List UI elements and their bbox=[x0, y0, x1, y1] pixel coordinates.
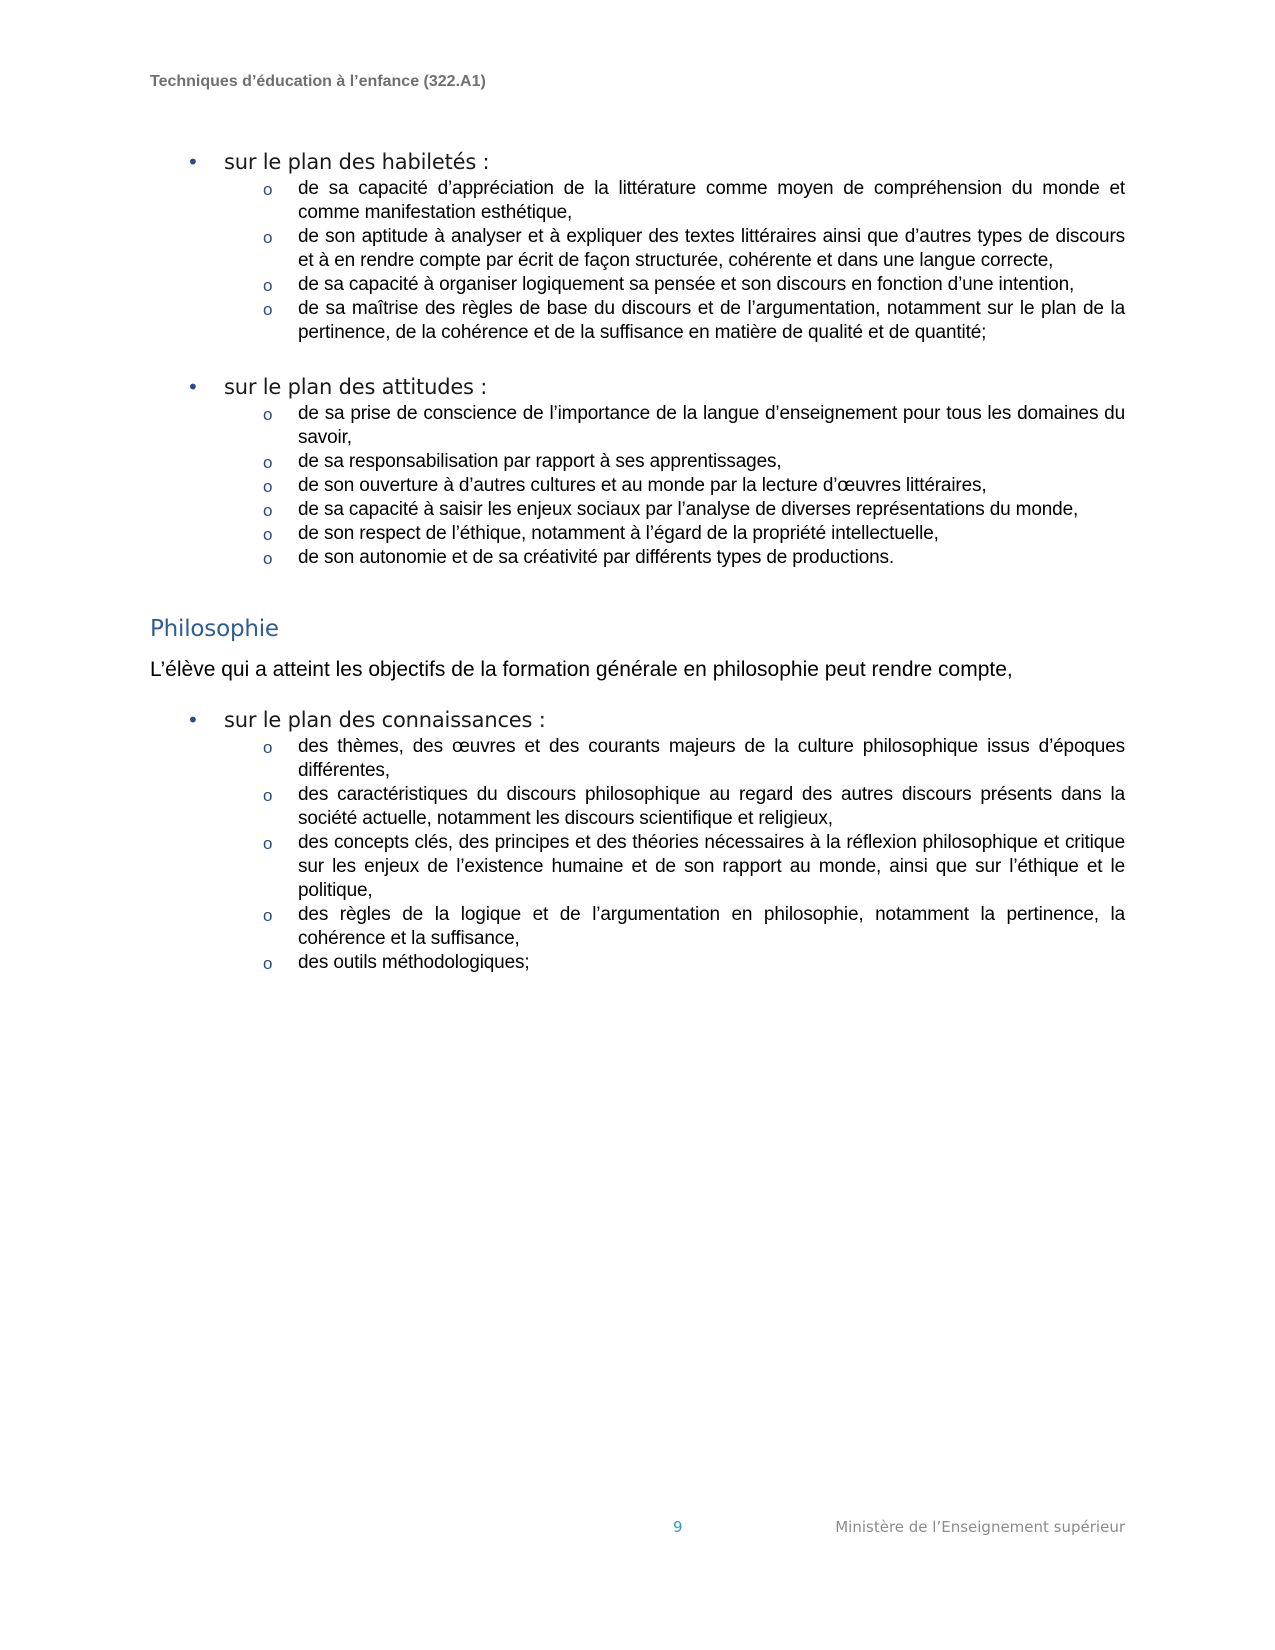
hollow-bullet-icon: o bbox=[263, 180, 273, 199]
philosophie-intro: L’élève qui a atteint les objectifs de la formation générale en philosophie peut rendre compte, bbox=[150, 658, 1013, 681]
list-item: o de son aptitude à analyser et à expliquer des textes littéraires ainsi que d’autres types de discours et à en rendre compte par écrit de façon structurée, cohérente et dans une langue correcte, bbox=[263, 226, 1125, 271]
habiletes-group bbox=[150, 148, 1125, 345]
list-item: o de sa responsabilisation par rapport à ses apprentissages, bbox=[150, 450, 1125, 474]
hollow-bullet-icon: o bbox=[263, 525, 273, 544]
hollow-bullet-icon: o bbox=[263, 549, 273, 568]
filled-bullet-icon: • bbox=[187, 150, 199, 174]
list-item: o des caractéristiques du discours philosophique au regard des autres discours présents dans la société actuelle, notamment les discours scientifique et religieux, bbox=[263, 784, 1125, 829]
list-item: o de son ouverture à d’autres cultures et au monde par la lecture d’œuvres littéraires, bbox=[150, 474, 1125, 498]
footer-organization: Ministère de l’Enseignement supérieur bbox=[835, 1518, 1125, 1536]
connaissances-heading: • sur le plan des connaissances : bbox=[150, 706, 1125, 735]
list-item: o des règles de la logique et de l’argumentation en philosophie, notamment la pertinence, la cohérence et la suffisance, bbox=[263, 904, 1125, 949]
list-item: o de sa maîtrise des règles de base du discours et de l’argumentation, notamment sur le plan de la pertinence, de la cohérence et de la suffisance en matière de qualité et de quantité; bbox=[263, 298, 1125, 343]
hollow-bullet-icon: o bbox=[263, 300, 273, 319]
hollow-bullet-icon: o bbox=[263, 786, 273, 805]
habiletes-heading: • sur le plan des habiletés : bbox=[150, 148, 1125, 177]
list-item: o de son autonomie et de sa créativité par différents types de productions. bbox=[150, 546, 1125, 570]
habiletes-list bbox=[150, 177, 1125, 345]
hollow-bullet-icon: o bbox=[263, 453, 273, 472]
hollow-bullet-icon: o bbox=[263, 405, 273, 424]
list-item: o des outils méthodologiques; bbox=[150, 951, 1125, 975]
hollow-bullet-icon: o bbox=[263, 906, 273, 925]
list-item: o de son respect de l’éthique, notamment à l’égard de la propriété intellectuelle, bbox=[150, 522, 1125, 546]
hollow-bullet-icon: o bbox=[263, 954, 273, 973]
running-header: Techniques d’éducation à l’enfance (322.A1) bbox=[150, 73, 486, 90]
hollow-bullet-icon: o bbox=[263, 228, 273, 247]
attitudes-group bbox=[150, 373, 1125, 570]
filled-bullet-icon: • bbox=[187, 375, 199, 399]
hollow-bullet-icon: o bbox=[263, 834, 273, 853]
attitudes-heading: • sur le plan des attitudes : bbox=[150, 373, 1125, 402]
list-item: o de sa capacité à organiser logiquement sa pensée et son discours en fonction d’une intention, bbox=[150, 273, 1125, 297]
list-item: o de sa capacité d’appréciation de la littérature comme moyen de compréhension du monde et comme manifestation esthétique, bbox=[263, 178, 1125, 223]
list-item: o de sa prise de conscience de l’importance de la langue d’enseignement pour tous les domaines du savoir, bbox=[263, 403, 1125, 448]
connaissances-group bbox=[150, 706, 1125, 975]
hollow-bullet-icon: o bbox=[263, 276, 273, 295]
hollow-bullet-icon: o bbox=[263, 738, 273, 757]
hollow-bullet-icon: o bbox=[263, 477, 273, 496]
page-content bbox=[150, 148, 1125, 1003]
list-item: o des thèmes, des œuvres et des courants majeurs de la culture philosophique issus d’époques différentes, bbox=[263, 736, 1125, 781]
connaissances-list bbox=[150, 735, 1125, 975]
filled-bullet-icon: • bbox=[187, 708, 199, 732]
list-item: o des concepts clés, des principes et des théories nécessaires à la réflexion philosophique et critique sur les enjeux de l’existence humaine et de son rapport au monde, ainsi que sur l’éthique et le politique, bbox=[263, 832, 1125, 901]
attitudes-list bbox=[150, 402, 1125, 570]
hollow-bullet-icon: o bbox=[263, 501, 273, 520]
page-number: 9 bbox=[673, 1518, 683, 1536]
section-title-philosophie: Philosophie bbox=[150, 616, 279, 642]
list-item: o de sa capacité à saisir les enjeux sociaux par l’analyse de diverses représentations du monde, bbox=[150, 498, 1125, 522]
